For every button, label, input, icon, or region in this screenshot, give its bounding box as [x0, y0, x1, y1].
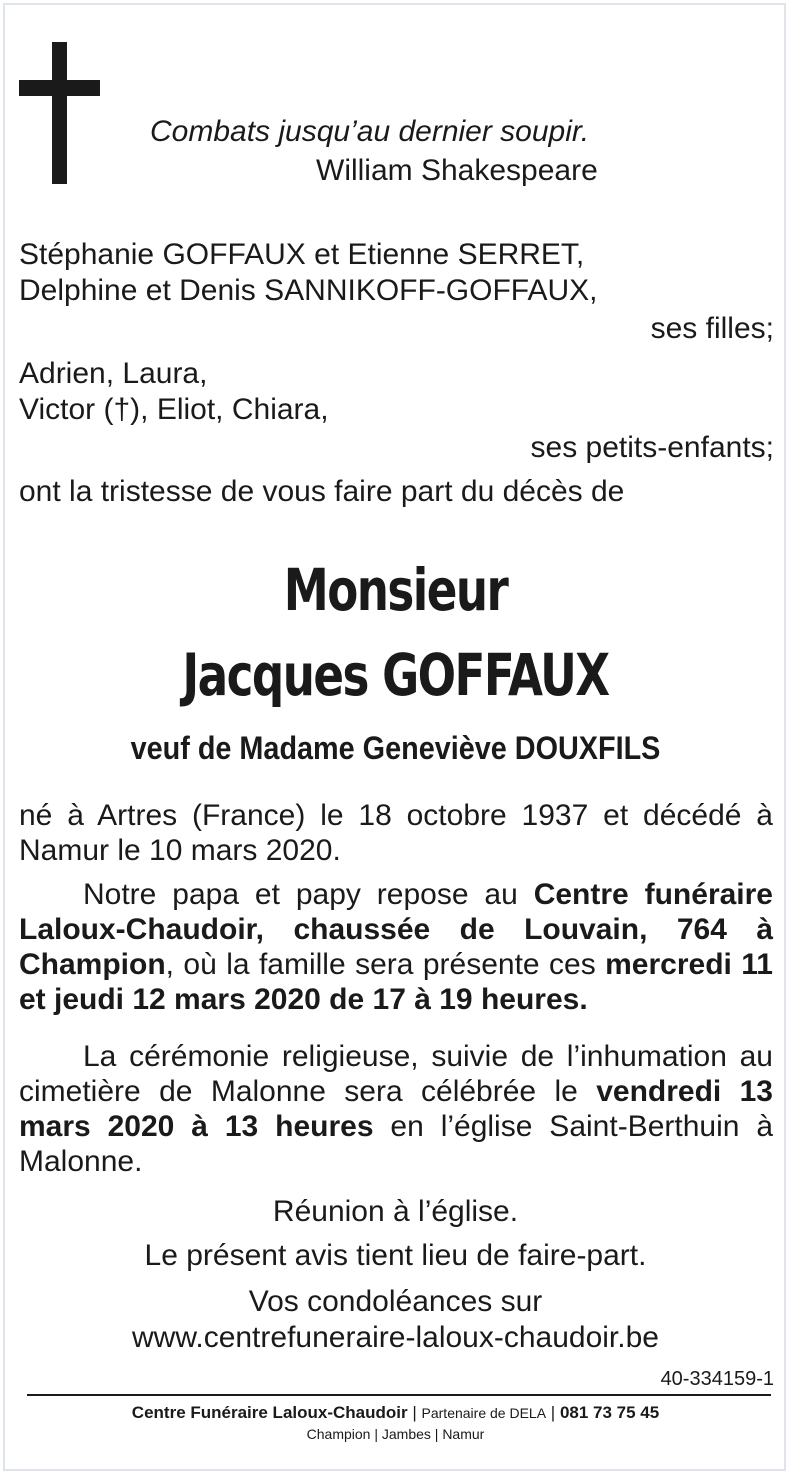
- daughters-line-2: Delphine et Denis SANNIKOFF-GOFFAUX,: [19, 274, 598, 307]
- repose-prefix: Notre papa et papy repose au: [83, 878, 534, 911]
- repose-dates: mercredi 11 et jeudi 12 mars 2020 de 17 à 19 heures.: [19, 948, 773, 1016]
- footer-company: Centre Funéraire Laloux-Chaudoir: [131, 1403, 408, 1422]
- epigraph-quote: Combats jusqu’au dernier soupir.: [150, 115, 590, 148]
- condolences-website-link[interactable]: www.centrefuneraire-laloux-chaudoir.be: [132, 1321, 659, 1354]
- daughters-role: ses filles;: [650, 312, 774, 345]
- footer-separator: |: [550, 1403, 556, 1422]
- footer-phone: 081 73 75 45: [559, 1403, 660, 1422]
- daughters-line-1: Stéphanie GOFFAUX et Etienne SERRET,: [19, 238, 585, 271]
- widow-line: veuf de Madame Geneviève DOUXFILS: [130, 730, 661, 766]
- repose-mid: , où la famille sera présente ces: [165, 948, 606, 981]
- deceased-name: Jacques GOFFAUX: [182, 641, 609, 709]
- grandchildren-line-1: Adrien, Laura,: [19, 357, 208, 390]
- cross-horizontal-bar: [19, 80, 100, 96]
- grandchildren-line-2: Victor (†), Eliot, Chiara,: [19, 393, 329, 426]
- announcement-line: ont la tristesse de vous faire part du décès de: [19, 475, 625, 508]
- repose-paragraph: [19, 877, 773, 1017]
- reference-number: 40-334159-1: [660, 1368, 774, 1390]
- cross-vertical-bar: [52, 42, 67, 184]
- ceremony-prefix: La cérémonie religieuse, suivie de l’inhumation au cimetière de Malonne sera célébrée le: [19, 1040, 773, 1108]
- footer-separator: |: [412, 1403, 417, 1422]
- footer-line: [0, 1402, 791, 1424]
- meeting-line: Réunion à l’église.: [272, 1195, 519, 1228]
- condolences-line: Vos condoléances sur: [248, 1285, 543, 1318]
- footer-partner: Partenaire de DELA: [421, 1405, 547, 1421]
- notice-line: Le présent avis tient lieu de faire-part.: [144, 1239, 647, 1272]
- repose-place: Centre funéraire Laloux-Chaudoir, chaussée de Louvain, 764 à Champion: [19, 878, 773, 981]
- ceremony-paragraph: [19, 1039, 773, 1179]
- footer-locations: Champion | Jambes | Namur: [306, 1426, 485, 1442]
- ceremony-suffix: en l’église Saint-Berthuin à Malonne.: [19, 1110, 774, 1178]
- deceased-title: Monsieur: [283, 556, 508, 624]
- epigraph-author: William Shakespeare: [316, 154, 598, 187]
- footer-divider: [27, 1394, 771, 1396]
- grandchildren-role: ses petits-enfants;: [530, 431, 774, 464]
- ceremony-date: vendredi 13 mars 2020 à 13 heures: [19, 1075, 773, 1143]
- birth-death-paragraph: né à Artres (France) le 18 octobre 1937 et décédé à Namur le 10 mars 2020.: [19, 799, 773, 867]
